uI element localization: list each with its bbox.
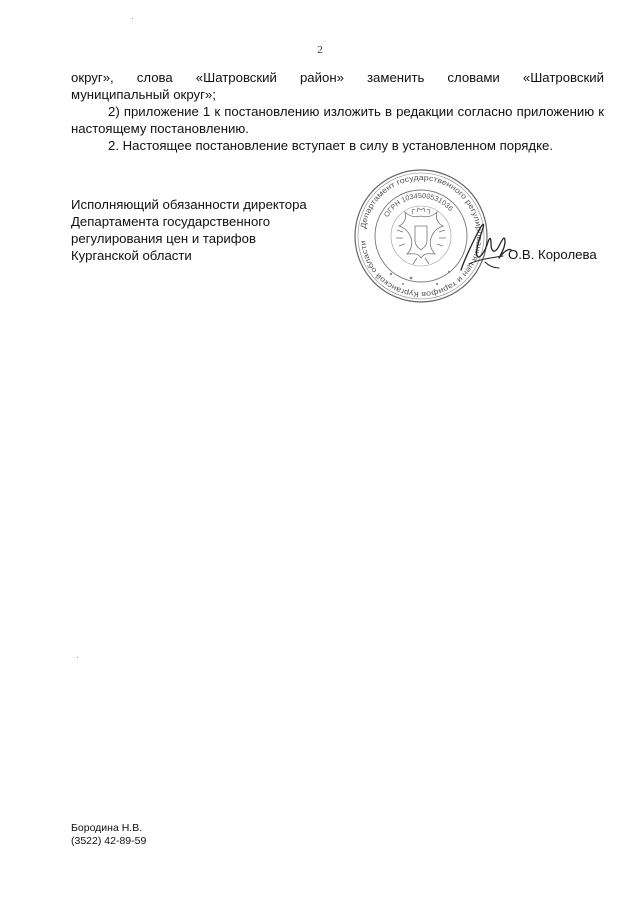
scan-speck (132, 18, 133, 19)
document-body (71, 69, 604, 154)
executor-phone: (3522) 42-89-59 (71, 835, 147, 847)
signer-position-line: Курганской области (71, 248, 192, 263)
executor-info (71, 822, 146, 848)
body-paragraph-1-line-1: округ», слова «Шатровский район» заменить словами «Шатровский (71, 70, 604, 85)
handwritten-signature (455, 212, 515, 274)
body-paragraph-1-line-2: муниципальный округ»; (71, 87, 216, 102)
signer-position-line: Департамента государственного (71, 214, 271, 229)
seal-eagle-emblem (396, 208, 446, 264)
page-number: 2 (317, 44, 323, 56)
seal-inner-text (382, 191, 455, 219)
signer-position (71, 196, 307, 264)
seal-inner-ring (375, 190, 467, 282)
seal-ink-speckle (390, 271, 450, 285)
signer-position-line: Исполняющий обязанности директора (71, 197, 307, 212)
seal-outer-text-path: Департамент государственного регулирования цен и тарифов Курганской области (358, 172, 485, 300)
seal-inner-text-path: ОГРН 1034500531036 (381, 190, 456, 219)
body-paragraph-2: 2) приложение 1 к постановлению изложить в редакции согласно приложению к настоящему постановлению. (71, 104, 604, 136)
signer-position-line: регулирования цен и тарифов (71, 231, 256, 246)
scan-speck (77, 657, 78, 658)
executor-name: Бородина Н.В. (71, 822, 143, 834)
signer-name: О.В. Королева (508, 247, 597, 262)
body-paragraph-3: 2. Настоящее постановление вступает в силу в установленном порядке. (108, 138, 554, 153)
seal-center-ring (391, 206, 451, 266)
